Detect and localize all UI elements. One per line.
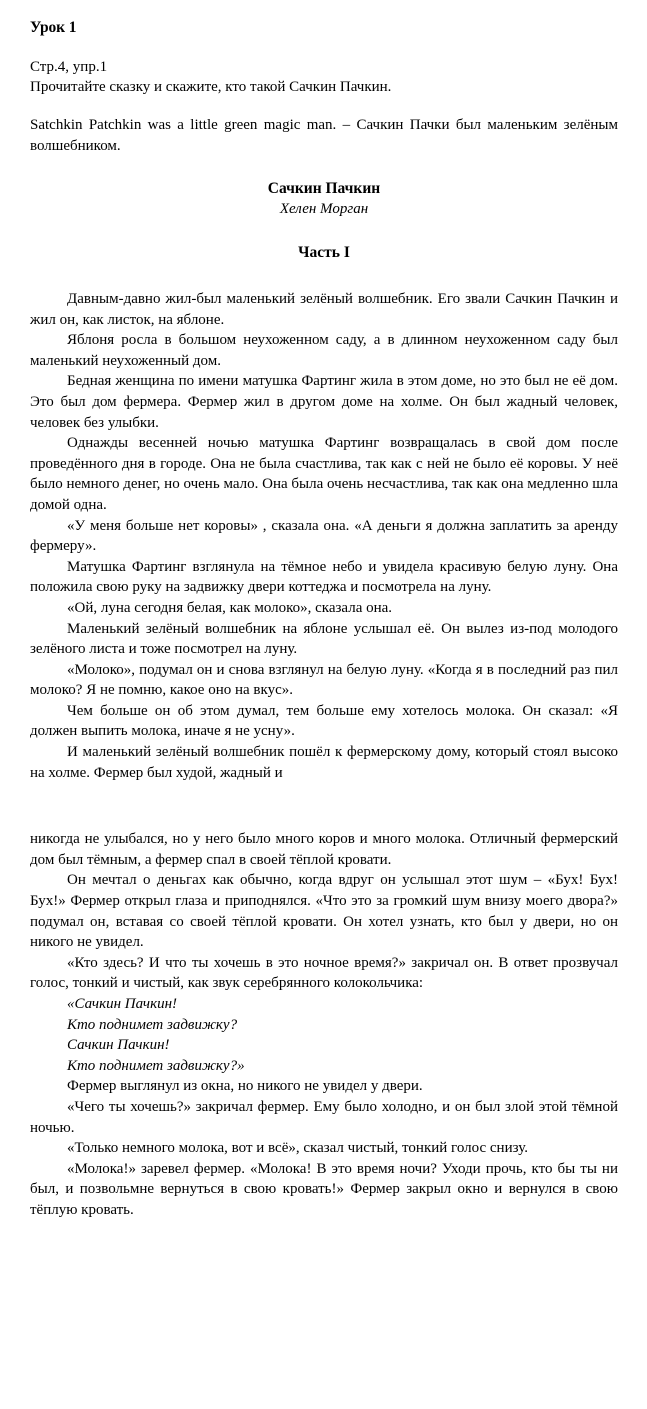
- part-title: Часть I: [298, 244, 350, 261]
- paragraph: «Молока!» заревел фермер. «Молока! В это время ночи? Уходи прочь, кто бы ты ни был, и позвольмне вернуться в свою кровать!» Фермер закрыл окно и вернулся в свою тёплую кровать.: [30, 1160, 618, 1218]
- story-body-after-verse: [30, 1076, 618, 1220]
- paragraph: «Молоко», подумал он и снова взглянул на белую луну. «Когда я в последний раз пил молоко? Я не помню, какое оно на вкус».: [30, 661, 618, 699]
- verse-block: [30, 994, 618, 1076]
- verse-line: Кто поднимет задвижку?: [67, 1016, 238, 1033]
- paragraph: Давным-давно жил-был маленький зелёный волшебник. Его звали Сачкин Пачкин и жил он, как листок, на яблоне.: [30, 291, 618, 328]
- paragraph: «Чего ты хочешь?» закричал фермер. Ему было холодно, и он был злой этой тёмной ночью.: [30, 1098, 618, 1136]
- paragraph: Чем больше он об этом думал, тем больше ему хотелось молока. Он сказал: «Я должен выпить молока, иначе я не усну».: [30, 702, 618, 740]
- paragraph: Бедная женщина по имени матушка Фартинг жила в этом доме, но это был не её дом. Это был дом фермера. Фермер жил в другом доме на холме. Он был жадный человек, человек без улыбки.: [30, 373, 618, 431]
- story-body-page-two: [30, 829, 618, 994]
- paragraph: Однажды весенней ночью матушка Фартинг возвращалась в свой дом после проведённого дня в городе. Она не была счастлива, так как с ней не было её коровы. У неё было немного денег, но очень мало. Она была очень несчастлива, так как она медленно шла домой одна.: [30, 435, 618, 513]
- task-instruction: Прочитайте сказку и скажите, кто такой Сачкин Пачкин.: [30, 79, 392, 95]
- paragraph: И маленький зелёный волшебник пошёл к фермерскому дому, который стоял высоко на холме. Фермер был худой, жадный и: [30, 744, 618, 781]
- paragraph: «У меня больше нет коровы» , сказала она. «А деньги я должна заплатить за аренду фермеру».: [30, 517, 618, 555]
- story-title: Сачкин Пачкин: [267, 180, 381, 197]
- spacer: [30, 97, 618, 115]
- paragraph-continuation: никогда не улыбался, но у него было много коров и много молока. Отличный фермерский дом был тёмным, а фермер спал в своей тёплой кровати.: [30, 831, 618, 868]
- english-translation-line: Satchkin Patchkin was a little green magic man. – Сачкин Пачки был маленьким зелёным волшебником.: [30, 117, 618, 154]
- story-body-page-one: [30, 289, 618, 783]
- spacer: [30, 263, 618, 289]
- verse-line: «Сачкин Пачкин!: [67, 996, 178, 1012]
- paragraph: Фермер выглянул из окна, но никого не увидел у двери.: [67, 1078, 423, 1095]
- spacer: [30, 156, 618, 178]
- paragraph: Матушка Фартинг взглянула на тёмное небо и увидела красивую белую луну. Она положила свою руку на задвижку двери коттеджа и посмотрела на луну.: [30, 558, 618, 596]
- spacer: [30, 220, 618, 242]
- paragraph: Он мечтал о деньгах как обычно, когда вдруг он услышал этот шум – «Бух! Бух! Бух!» Фермер открыл глаза и приподнялся. «Что это за громкий шум внизу моего двора?» подумал он, вставая со своей тёплой кровати. Он хотел узнать, кто был у двери, но он никого не увидел.: [30, 872, 618, 951]
- paragraph: «Ой, луна сегодня белая, как молоко», сказала она.: [67, 599, 393, 616]
- paragraph: «Только немного молока, вот и всё», сказал чистый, тонкий голос снизу.: [67, 1140, 528, 1157]
- page-break-gap: [30, 783, 618, 829]
- story-author: Хелен Морган: [279, 201, 369, 217]
- paragraph: Маленький зелёный волшебник на яблоне услышал её. Он вылез из-под молодого зелёного листа и тоже посмотрел на луну.: [30, 620, 618, 658]
- verse-line: Кто поднимет задвижку?»: [67, 1057, 245, 1074]
- paragraph: «Кто здесь? И что ты хочешь в это ночное время?» закричал он. В ответ прозвучал голос, тонкий и чистый, как звук серебрянного колокольчика:: [30, 954, 618, 992]
- verse-line: Сачкин Пачкин!: [67, 1037, 170, 1054]
- task-reference: Стр.4, упр.1: [30, 59, 108, 75]
- paragraph: Яблоня росла в большом неухоженном саду, а в длинном неухоженном саду был маленький неухоженный дом.: [30, 332, 618, 369]
- page-title: Урок 1: [30, 19, 77, 36]
